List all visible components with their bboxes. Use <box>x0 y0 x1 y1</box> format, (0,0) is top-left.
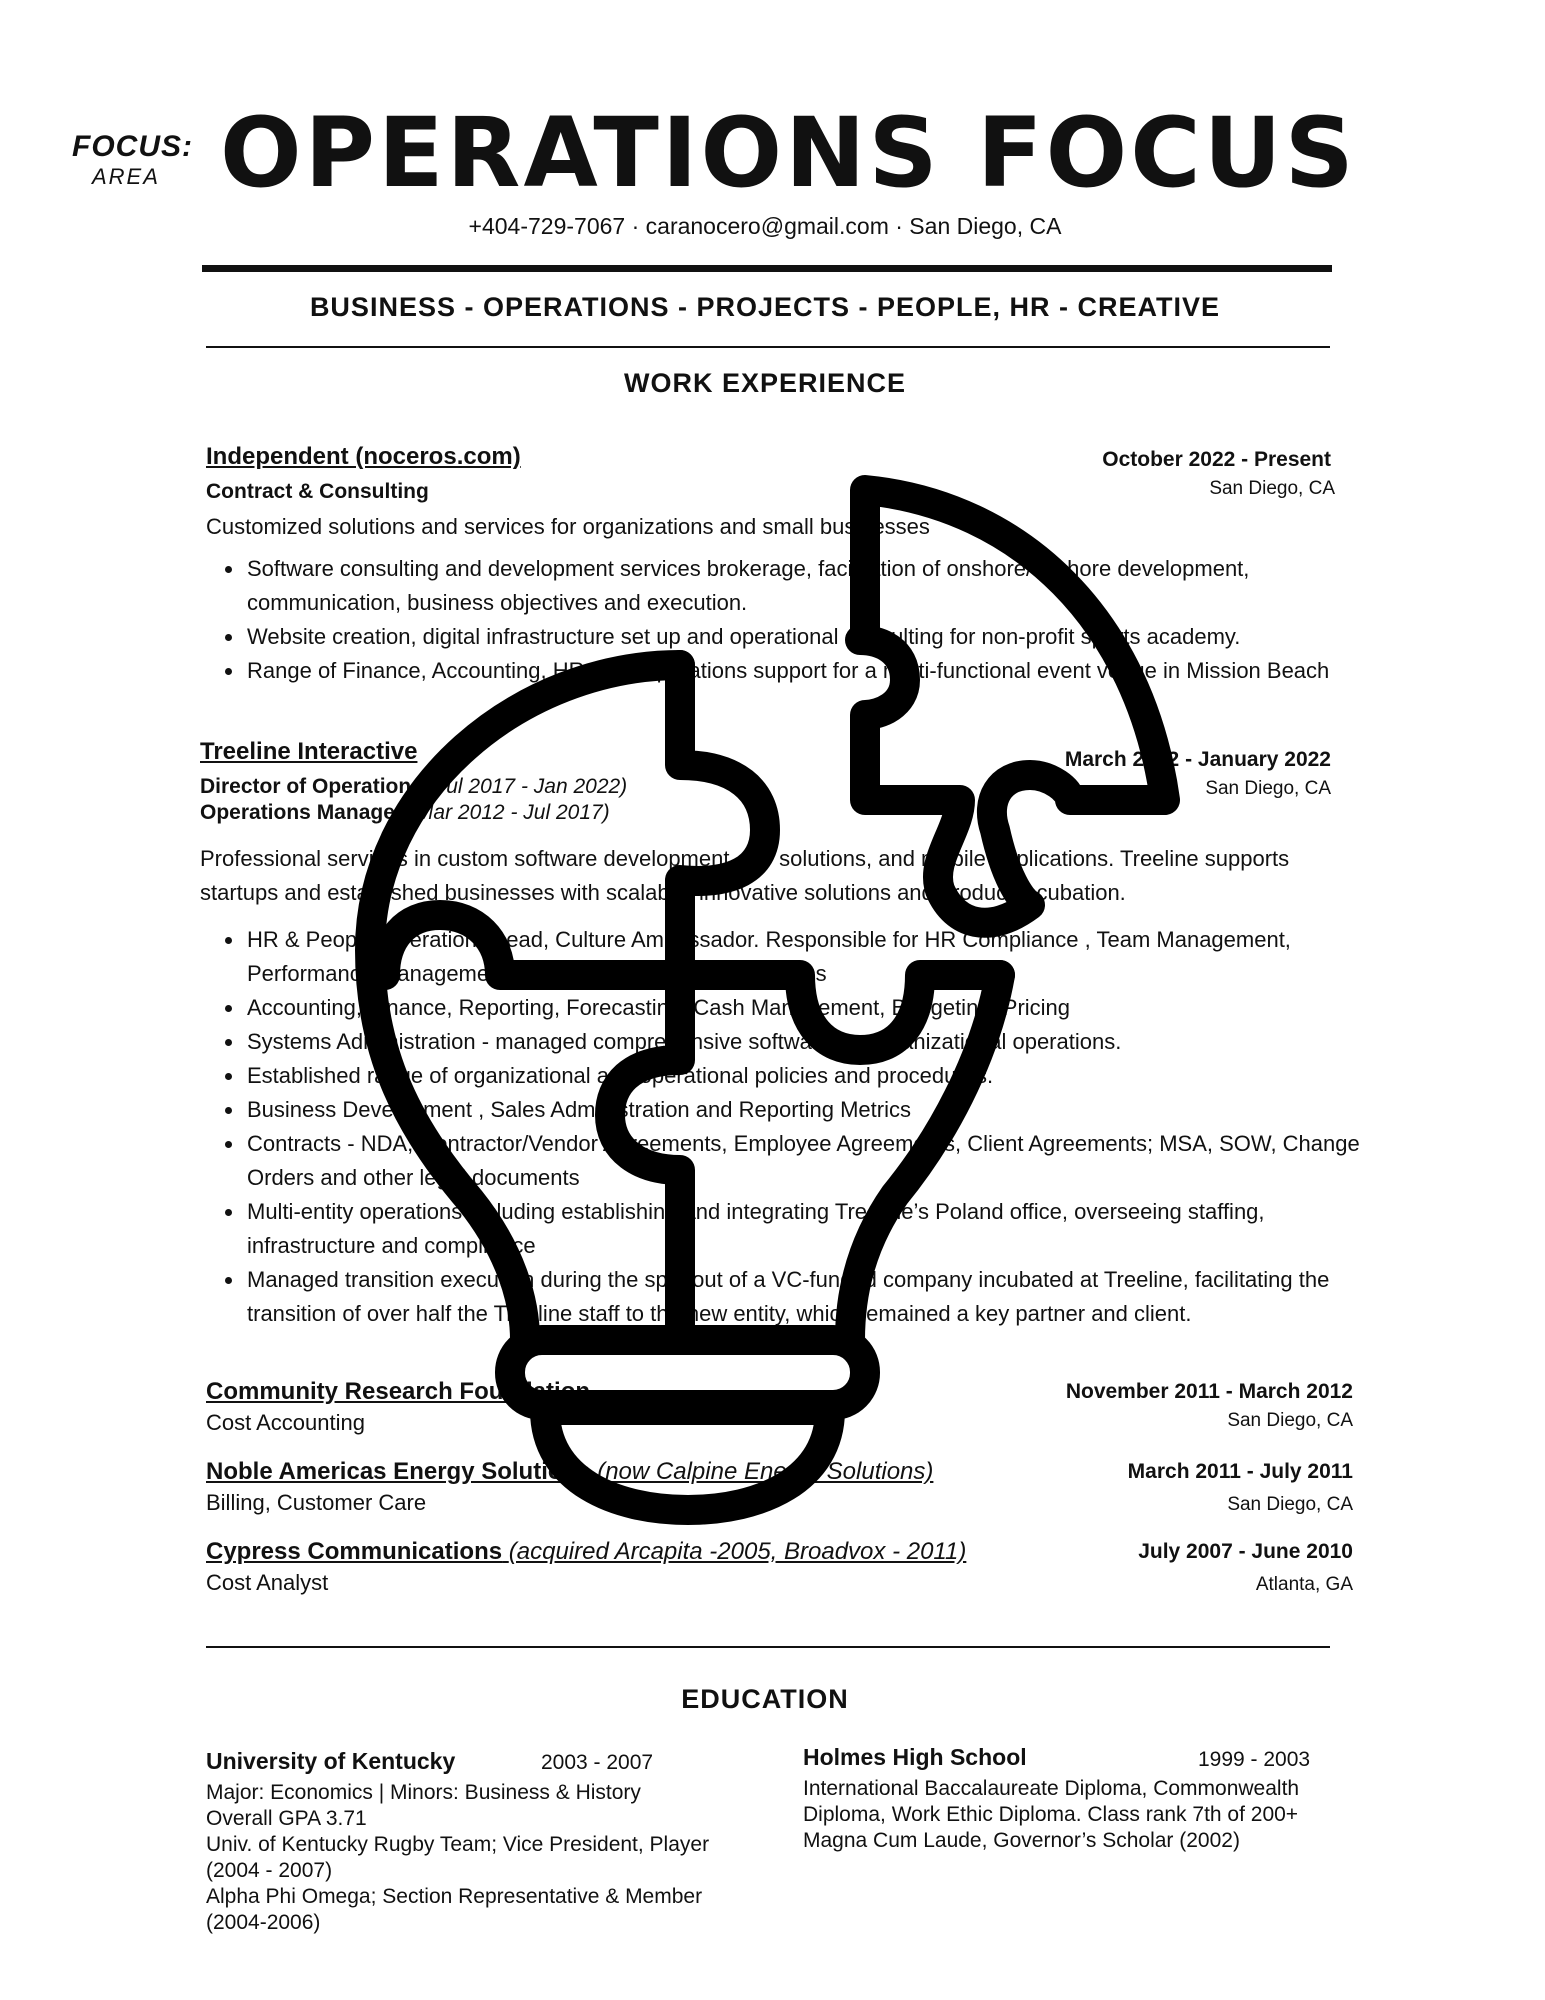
work-experience-heading: WORK EXPERIENCE <box>623 368 907 398</box>
detail-line: Univ. of Kentucky Rugby Team; Vice President, Player (2004 - 2007) <box>206 1833 710 1882</box>
skills-headline: BUSINESS - OPERATIONS - PROJECTS - PEOPLE, HR - CREATIVE <box>309 292 1221 322</box>
detail-line: Overall GPA 3.71 <box>206 1807 367 1830</box>
job-location: San Diego, CA <box>1209 478 1335 499</box>
job-company: Cypress Communications (acquired Arcapita -2005, Broadvox - 2011) <box>206 1538 967 1565</box>
detail-line: Magna Cum Laude, Governor’s Scholar (2002) <box>803 1829 1240 1852</box>
header-divider <box>202 265 1332 272</box>
list-item: • Software consulting and development services brokerage, facilitation of onshore/offshore development, communication, business objectives and execution. <box>245 552 1385 620</box>
school-years: 1999 - 2003 <box>1198 1748 1311 1771</box>
divider-education <box>206 1646 1330 1648</box>
school-name: Holmes High School <box>803 1744 1027 1770</box>
detail-line: Alpha Phi Omega; Section Representative & Member (2004-2006) <box>206 1885 703 1934</box>
job-dates: November 2011 - March 2012 <box>1065 1380 1353 1403</box>
list-item: • Established range of organizational and operational policies and procedures. <box>245 1059 1385 1093</box>
focus-label: FOCUS: <box>72 130 193 163</box>
job-company: Noble Americas Energy Solutions (now Calpine Energy Solutions) <box>206 1458 934 1485</box>
list-item: • Contracts - NDA, Contractor/Vendor Agreements, Employee Agreements, Client Agreements; MSA, SOW, Change Orders and other legal documents <box>245 1127 1385 1195</box>
job-dates: October 2022 - Present <box>1102 448 1331 471</box>
role-title: Director of Operations <box>200 775 423 798</box>
job-subtitle: Contract & Consulting <box>206 480 429 503</box>
job-dates: March 2012 - January 2022 <box>1064 748 1331 771</box>
list-item: • Website creation, digital infrastructure set up and operational consulting for non-profit sports academy. <box>245 620 1385 654</box>
job-role <box>200 775 627 799</box>
school-years: 2003 - 2007 <box>541 1751 654 1774</box>
list-item: • Multi-entity operations including establishing and integrating Treeline’s Poland office, overseeing staffing, infrastructure and compliance <box>245 1195 1385 1263</box>
list-item: • HR & People Operations Lead, Culture Ambassador. Responsible for HR Compliance , Team Management, Performance Management, Benefits, Policies & Procedures <box>245 923 1385 991</box>
job-subtitle: Billing, Customer Care <box>206 1490 427 1515</box>
job-summary: Customized solutions and services for organizations and small businesses <box>206 514 930 539</box>
job-role <box>200 801 610 825</box>
job-summary: Professional services in custom software development, IoT solutions, and mobile applications. Treeline supports startups and established businesses with scalable, innovative solutions and product incubation. <box>200 846 1290 905</box>
contact-line: +404-729-7067 · caranocero@gmail.com · San Diego, CA <box>468 213 1062 239</box>
role-span: (Mar 2012 - Jul 2017) <box>408 801 610 824</box>
job-subtitle: Cost Analyst <box>206 1570 329 1595</box>
company-note: (now Calpine Energy Solutions) <box>597 1458 934 1485</box>
job-dates: March 2011 - July 2011 <box>1127 1460 1353 1483</box>
job-location: Atlanta, GA <box>1255 1574 1353 1595</box>
job-location: San Diego, CA <box>1227 1410 1353 1431</box>
job-company: Community Research Foundation <box>206 1378 591 1405</box>
job-company: Treeline Interactive <box>200 738 418 765</box>
role-title: Operations Manager <box>200 801 404 824</box>
job-subtitle: Cost Accounting <box>206 1410 365 1435</box>
job-location: San Diego, CA <box>1227 1494 1353 1515</box>
list-item: • Managed transition execution during the spin-out of a VC-funded company incubated at Treeline, facilitating the transition of over half the Treeline staff to the new entity, which remained a key partner and client. <box>245 1263 1385 1331</box>
job-location: San Diego, CA <box>1205 778 1331 799</box>
job-bullets <box>200 552 1385 688</box>
list-item: • Business Development , Sales Administration and Reporting Metrics <box>245 1093 1385 1127</box>
area-label: AREA <box>92 164 160 189</box>
detail-line: International Baccalaureate Diploma, Commonwealth Diploma, Work Ethic Diploma. Class rank 7th of 200+ <box>803 1777 1300 1826</box>
list-item: • Accounting, Finance, Reporting, Forecasting, Cash Management, Budgeting, Pricing <box>245 991 1385 1025</box>
education-heading: EDUCATION <box>681 1684 849 1714</box>
job-company: Independent (noceros.com) <box>206 443 521 470</box>
divider-top <box>206 346 1330 348</box>
school-details <box>206 1780 766 1936</box>
school-details <box>803 1776 1348 1854</box>
list-item: • Range of Finance, Accounting, HR, and Operations support for a multi-functional event venue in Mission Beach <box>245 654 1385 688</box>
list-item: • Systems Administration - managed comprehensive software for organizational operations. <box>245 1025 1385 1059</box>
job-bullets <box>200 923 1385 1331</box>
page-title: OPERATIONS FOCUS <box>220 97 1357 209</box>
job-dates: July 2007 - June 2010 <box>1138 1540 1353 1563</box>
company-note: (acquired Arcapita -2005, Broadvox - 2011) <box>508 1538 967 1565</box>
detail-line: Major: Economics | Minors: Business & History <box>206 1781 641 1804</box>
role-span: (Jul 2017 - Jan 2022) <box>428 775 628 798</box>
school-name: University of Kentucky <box>206 1748 456 1774</box>
